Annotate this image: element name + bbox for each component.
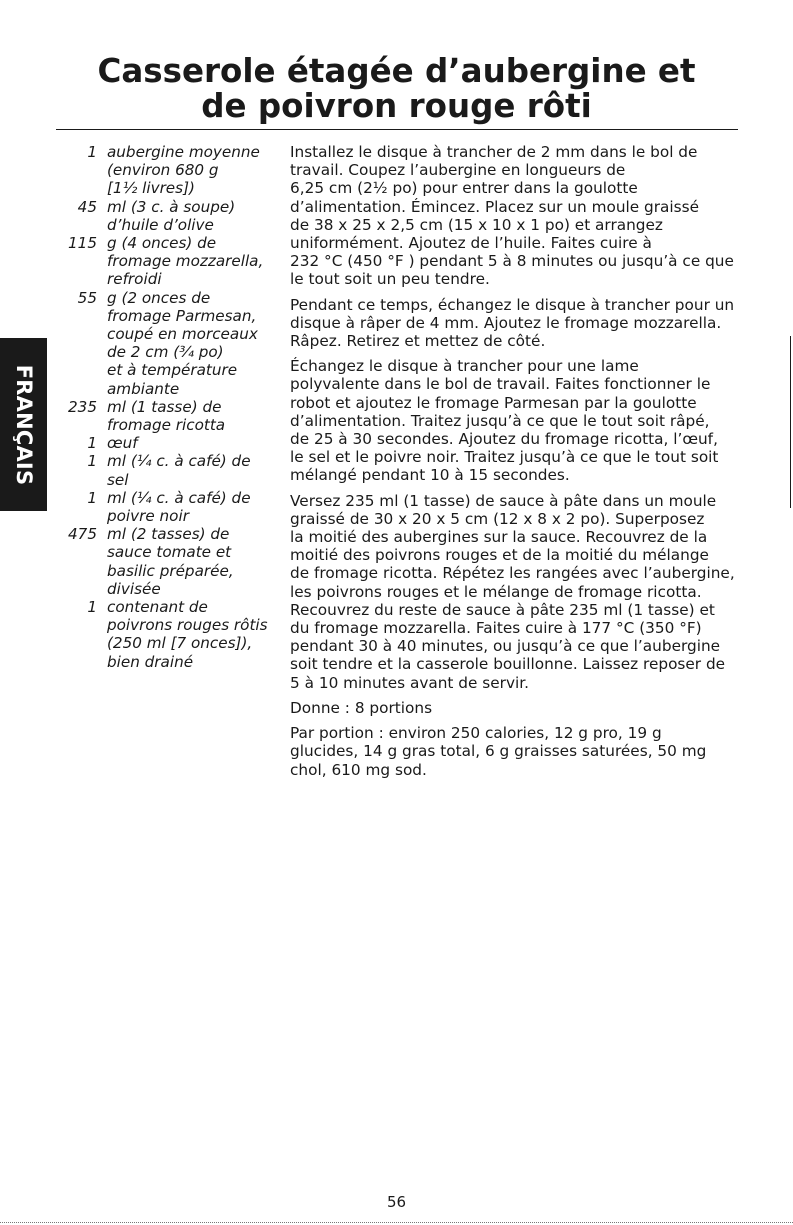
instruction-line: d’alimentation. Traitez jusqu’à ce que le tout soit râpé, xyxy=(290,411,710,430)
instruction-line: Recouvrez du reste de sauce à pâte 235 ml (1 tasse) et xyxy=(290,600,715,619)
ingredient-quantity: 115 xyxy=(68,234,97,253)
ingredient-quantity: 1 xyxy=(87,598,97,617)
ingredient-list xyxy=(55,143,280,671)
instruction-line: de fromage ricotta. Répétez les rangées avec l’aubergine, xyxy=(290,564,735,583)
instruction-line: le sel et le poivre noir. Traitez jusqu’à ce que le tout soit xyxy=(290,448,719,467)
instruction-paragraph xyxy=(290,357,740,484)
ingredient-description xyxy=(107,489,280,525)
page-bottom-edge xyxy=(0,1222,793,1223)
ingredient-line: contenant de xyxy=(107,598,208,617)
ingredient-line: g (4 onces) de xyxy=(107,234,217,253)
ingredient-line: coupé en morceaux xyxy=(107,325,258,344)
ingredient-line: ml (¼ c. à café) de xyxy=(107,488,251,507)
instruction-line: du fromage mozzarella. Faites cuire à 177 °C (350 °F) xyxy=(290,619,702,638)
instruction-line: glucides, 14 g gras total, 6 g graisses saturées, 50 mg xyxy=(290,742,707,761)
title-divider xyxy=(56,129,738,130)
ingredient-description xyxy=(107,525,280,598)
instruction-line: les poivrons rouges et le mélange de fromage ricotta. xyxy=(290,582,702,601)
recipe-title-line-1: Casserole étagée d’aubergine et xyxy=(97,52,696,90)
ingredient-line: œuf xyxy=(107,434,138,453)
ingredient-line: et à température xyxy=(107,361,238,380)
ingredient-description xyxy=(107,434,280,452)
ingredient-item xyxy=(55,398,280,434)
instruction-line: Donne : 8 portions xyxy=(290,698,433,717)
instruction-line: Par portion : environ 250 calories, 12 g pro, 19 g xyxy=(290,724,662,743)
instruction-line: moitié des poivrons rouges et de la moitié du mélange xyxy=(290,546,709,565)
instruction-line: disque à râper de 4 mm. Ajoutez le fromage mozzarella. xyxy=(290,313,722,332)
ingredient-line: poivre noir xyxy=(107,507,189,526)
ingredient-line: fromage Parmesan, xyxy=(107,306,257,325)
instruction-line: chol, 610 mg sod. xyxy=(290,760,427,779)
language-tab-label: FRANÇAIS xyxy=(11,364,36,485)
ingredient-quantity: 45 xyxy=(77,197,97,216)
ingredient-item xyxy=(55,525,280,598)
instruction-paragraph xyxy=(290,296,740,351)
ingredient-quantity: 235 xyxy=(68,397,97,416)
ingredient-line: aubergine moyenne xyxy=(107,143,260,161)
ingredient-quantity: 475 xyxy=(68,525,97,544)
margin-line xyxy=(790,336,791,508)
instruction-line: Pendant ce temps, échangez le disque à trancher pour un xyxy=(290,295,735,314)
ingredient-line: bien drainé xyxy=(107,652,194,671)
ingredient-line: de 2 cm (¾ po) xyxy=(107,343,224,362)
instruction-paragraph xyxy=(290,724,740,779)
ingredient-item xyxy=(55,234,280,289)
ingredient-quantity: 1 xyxy=(87,434,97,453)
ingredient-description xyxy=(107,143,280,198)
ingredient-line: sel xyxy=(107,470,129,489)
ingredient-line: poivrons rouges rôtis xyxy=(107,616,268,635)
ingredient-line: [1½ livres]) xyxy=(107,179,195,198)
instruction-line: Versez 235 ml (1 tasse) de sauce à pâte dans un moule xyxy=(290,491,717,510)
instruction-line: polyvalente dans le bol de travail. Faites fonctionner le xyxy=(290,375,711,394)
ingredient-description xyxy=(107,234,280,289)
instruction-line: de 38 x 25 x 2,5 cm (15 x 10 x 1 po) et arrangez xyxy=(290,215,663,234)
recipe-title-line-2: de poivron rouge rôti xyxy=(201,87,592,125)
instruction-line: 6,25 cm (2½ po) pour entrer dans la goulotte xyxy=(290,179,638,198)
ingredient-line: refroidi xyxy=(107,270,162,289)
instruction-line: de 25 à 30 secondes. Ajoutez du fromage ricotta, l’œuf, xyxy=(290,430,718,449)
ingredient-quantity: 55 xyxy=(77,288,97,307)
ingredient-item xyxy=(55,143,280,198)
ingredient-item xyxy=(55,434,280,452)
ingredient-line: ambiante xyxy=(107,379,180,398)
ingredient-line: (250 ml [7 onces]), xyxy=(107,634,253,653)
instruction-line: 232 °C (450 °F ) pendant 5 à 8 minutes ou jusqu’à ce que xyxy=(290,252,734,271)
ingredient-quantity: 1 xyxy=(87,488,97,507)
ingredient-description xyxy=(107,452,280,488)
ingredient-line: g (2 onces de xyxy=(107,288,211,307)
ingredient-line: d’huile d’olive xyxy=(107,215,214,234)
ingredient-line: basilic préparée, xyxy=(107,561,234,580)
ingredient-line: fromage ricotta xyxy=(107,416,226,435)
instruction-line: uniformément. Ajoutez de l’huile. Faites cuire à xyxy=(290,234,652,253)
ingredient-description xyxy=(107,289,280,398)
instruction-line: soit tendre et la casserole bouillonne. Laissez reposer de xyxy=(290,655,726,674)
instruction-line: Échangez le disque à trancher pour une lame xyxy=(290,357,639,376)
ingredient-line: ml (1 tasse) de xyxy=(107,397,222,416)
language-tab xyxy=(0,338,47,511)
ingredient-line: ml (3 c. à soupe) xyxy=(107,197,236,216)
ingredient-item xyxy=(55,598,280,671)
ingredient-item xyxy=(55,489,280,525)
ingredient-line: sauce tomate et xyxy=(107,543,232,562)
instruction-line: le tout soit un peu tendre. xyxy=(290,270,490,289)
instruction-line: pendant 30 à 40 minutes, ou jusqu’à ce que l’aubergine xyxy=(290,637,721,656)
ingredient-item xyxy=(55,198,280,234)
ingredient-description xyxy=(107,198,280,234)
ingredient-line: ml (¼ c. à café) de xyxy=(107,452,251,471)
ingredient-line: (environ 680 g xyxy=(107,161,219,180)
instruction-line: la moitié des aubergines sur la sauce. Recouvrez de la xyxy=(290,528,708,547)
instruction-line: Installez le disque à trancher de 2 mm dans le bol de xyxy=(290,143,698,161)
ingredient-item xyxy=(55,452,280,488)
instruction-line: d’alimentation. Émincez. Placez sur un moule graissé xyxy=(290,197,700,216)
ingredient-line: divisée xyxy=(107,579,161,598)
instruction-line: travail. Coupez l’aubergine en longueurs de xyxy=(290,161,626,180)
instruction-paragraph xyxy=(290,699,740,717)
ingredient-item xyxy=(55,289,280,398)
ingredient-line: ml (2 tasses) de xyxy=(107,525,230,544)
ingredient-quantity: 1 xyxy=(87,452,97,471)
ingredient-description xyxy=(107,598,280,671)
instruction-paragraph xyxy=(290,492,740,692)
ingredient-quantity: 1 xyxy=(87,143,97,161)
instruction-line: Râpez. Retirez et mettez de côté. xyxy=(290,332,546,351)
page-number: 56 xyxy=(386,1193,407,1211)
ingredient-description xyxy=(107,398,280,434)
recipe-title xyxy=(0,54,793,124)
instruction-line: 5 à 10 minutes avant de servir. xyxy=(290,673,529,692)
instruction-line: robot et ajoutez le fromage Parmesan par la goulotte xyxy=(290,393,697,412)
instructions xyxy=(290,143,740,786)
ingredient-line: fromage mozzarella, xyxy=(107,252,264,271)
instruction-line: mélangé pendant 10 à 15 secondes. xyxy=(290,466,570,485)
instruction-paragraph xyxy=(290,143,740,289)
instruction-line: graissé de 30 x 20 x 5 cm (12 x 8 x 2 po). Superposez xyxy=(290,509,705,528)
